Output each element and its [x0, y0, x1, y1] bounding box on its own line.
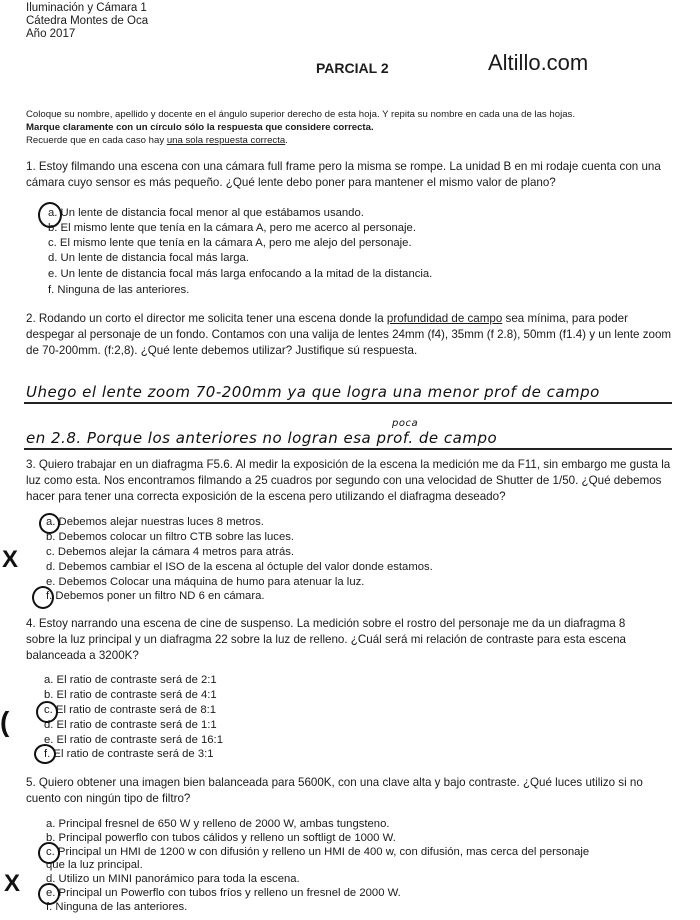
instruction-line-1: Coloque su nombre, apellido y docente en el ángulo superior derecho de esta hoja. Y repita su nombre en cada una de las hojas.	[26, 109, 575, 120]
chair-name: Cátedra Montes de Oca	[26, 15, 149, 27]
q3-option-e[interactable]: e. Debemos Colocar una máquina de humo para atenuar la luz.	[46, 576, 365, 588]
q3-option-f[interactable]: f. Debemos poner un filtro ND 6 en cámara.	[46, 590, 265, 602]
q5-option-b[interactable]: b. Principal powerflo con tubos cálidos y relleno un softligt de 1000 W.	[46, 832, 396, 844]
exam-title: PARCIAL 2	[316, 60, 389, 76]
q5-option-c-continued: que la luz principal.	[46, 859, 143, 871]
q3-option-b[interactable]: b. Debemos colocar un filtro CTB sobre las luces.	[46, 531, 295, 543]
q4-option-c[interactable]: c. El ratio de contraste será de 8:1	[44, 704, 217, 716]
q4-option-e[interactable]: e. El ratio de contraste será de 16:1	[44, 734, 223, 746]
q5-answer-circle-c	[38, 842, 60, 864]
brand-logo-text: Altillo.com	[488, 50, 589, 75]
year: Año 2017	[26, 28, 76, 40]
q3-wrong-mark: X	[2, 546, 19, 573]
q1-option-d[interactable]: d. Un lente de distancia focal más larga.	[48, 252, 249, 264]
q2-handwritten-answer-2: en 2.8. Porque los anteriores no logran esa prof. de campo	[26, 429, 498, 447]
question-4-text: 4. Estoy narrando una escena de cine de suspenso. La medición sobre el rostro del personaje me da un diafragma 8 sobre la luz principal y un diafragma 22 sobre la luz de relleno. ¿Cuál será mi relación de contraste para esta escena balanceada a 3200K?	[26, 617, 626, 662]
q1-option-f[interactable]: f. Ninguna de las anteriores.	[48, 284, 190, 296]
question-2-text: 2. Rodando un corto el director me solicita tener una escena donde la profundidad de campo sea mínima, para poder despegar al personaje de un fondo. Contamos con una valija de lentes 24mm (f4), 35mm (f 2.8), 50mm (f1.4) y un lente zoom de 70-200mm. (f:2,8). ¿Qué lente debemos utilizar? Justifique sú respuesta.	[26, 312, 672, 357]
q4-option-d[interactable]: d. El ratio de contraste será de 1:1	[44, 719, 217, 731]
q4-option-f[interactable]: f. El ratio de contraste será de 3:1	[44, 748, 214, 760]
q2-handwritten-insert: poca	[392, 418, 419, 429]
q5-option-a[interactable]: a. Principal fresnel de 650 W y relleno de 2000 W, ambas tungsteno.	[46, 818, 390, 830]
q5-wrong-mark: X	[4, 870, 21, 897]
answer-line-2	[24, 448, 672, 450]
instruction-line-3: Recuerde que en cada caso hay una sola respuesta correcta.	[26, 135, 288, 146]
q1-option-c[interactable]: c. El mismo lente que tenía en la cámara A, pero me alejo del personaje.	[48, 237, 412, 249]
q1-option-a[interactable]: a. Un lente de distancia focal menor al que estábamos usando.	[48, 207, 364, 219]
q3-answer-circle-a	[39, 513, 60, 534]
q5-answer-circle-e	[38, 883, 60, 905]
q3-option-a[interactable]: a. Debemos alejar nuestras luces 8 metros.	[46, 516, 264, 528]
question-5-text: 5. Quiero obtener una imagen bien balanceada para 5600K, con una clave alta y bajo contraste. ¿Qué luces utilizo si no cuento con ningún tipo de filtro?	[26, 776, 643, 805]
q3-answer-circle-f	[32, 586, 54, 609]
question-3-text: 3. Quiero trabajar en un diafragma F5.6. Al medir la exposición de la escena la medición me da F11, sin embargo me gusta la luz como esta. Nos encontramos filmando a 25 cuadros por segundo con una velocidad de Shutter de 1/50. ¿Qué debemos hacer para tener una correcta exposición de la escena pero utilizando el diafragma deseado?	[26, 458, 671, 503]
q5-option-c[interactable]: c. Principal un HMI de 1200 w con difusión y relleno un HMI de 400 w, con difusión, mas cerca del personaje	[46, 846, 590, 858]
question-1-text: 1. Estoy filmando una escena con una cámara full frame pero la misma se rompe. La unidad B en mi rodaje cuenta con una cámara cuyo sensor es más pequeño. ¿Qué lente debo poner para mantener el mismo valor de plano?	[26, 160, 661, 189]
q3-option-c[interactable]: c. Debemos alejar la cámara 4 metros para atrás.	[46, 546, 295, 558]
course-name: Iluminación y Cámara 1	[26, 2, 147, 14]
q1-option-b[interactable]: b. El mismo lente que tenía en la cámara A, pero me acerco al personaje.	[48, 222, 416, 234]
q5-option-f[interactable]: f. Ninguna de las anteriores.	[46, 901, 188, 913]
instruction-line-2: Marque claramente con un círculo sólo la respuesta que considere correcta.	[26, 122, 374, 133]
answer-line-1	[24, 402, 672, 404]
q5-option-e[interactable]: e. Principal un Powerflo con tubos fríos y relleno un fresnel de 2000 W.	[46, 887, 401, 899]
q4-option-a[interactable]: a. El ratio de contraste será de 2:1	[44, 674, 217, 686]
q2-handwritten-answer-1: Uhego el lente zoom 70-200mm ya que logra una menor prof de campo	[26, 383, 600, 401]
q4-answer-circle-f	[34, 744, 56, 764]
q4-handwritten-mark: (	[0, 706, 10, 737]
q4-option-b[interactable]: b. El ratio de contraste será de 4:1	[44, 689, 217, 701]
q5-option-d[interactable]: d. Utilizo un MINI panorámico para toda la escena.	[46, 873, 300, 885]
q3-option-d[interactable]: d. Debemos cambiar el ISO de la escena al óctuple del valor donde estamos.	[46, 561, 433, 573]
q1-answer-circle	[38, 202, 62, 228]
q1-option-e[interactable]: e. Un lente de distancia focal más larga enfocando a la mitad de la distancia.	[48, 268, 433, 280]
q4-answer-circle-c	[36, 701, 58, 723]
